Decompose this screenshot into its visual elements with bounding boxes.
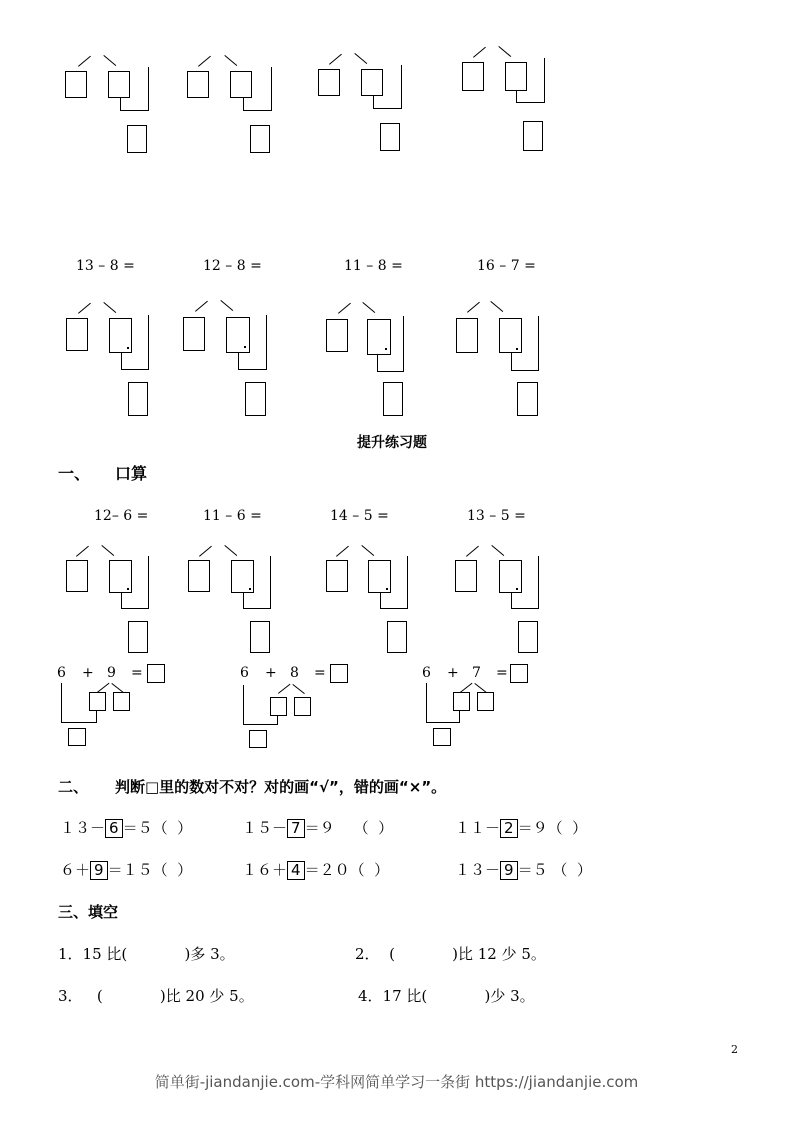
judge-pre: １１－	[455, 819, 501, 837]
answer-box[interactable]	[249, 730, 267, 748]
equals-sign: =	[314, 665, 326, 681]
bracket-line	[96, 711, 97, 722]
bracket-line	[148, 67, 149, 111]
answer-box[interactable]	[187, 71, 209, 98]
answer-box[interactable]	[66, 318, 88, 351]
equation: 16 – 7 =	[477, 258, 536, 274]
branch-line	[220, 300, 233, 311]
answer-box[interactable]	[68, 728, 86, 746]
judge-pre: １６＋	[242, 861, 288, 879]
bracket-line	[426, 683, 427, 723]
judge-boxed-number: 7	[287, 819, 305, 838]
judge-boxed-number: 9	[500, 861, 518, 880]
bracket-line	[377, 371, 403, 372]
branch-line	[78, 303, 91, 314]
judge-item	[455, 861, 592, 880]
bracket-line	[243, 98, 244, 110]
answer-box[interactable]	[226, 317, 250, 353]
judge-post[interactable]: ＝９（ ）	[517, 819, 588, 837]
judge-post[interactable]: ＝９ （ ）	[304, 819, 394, 837]
dot-mark	[127, 347, 129, 349]
bracket-line	[243, 724, 278, 725]
dot-mark	[127, 588, 129, 590]
bracket-line	[538, 316, 539, 371]
equation: 13 – 8 =	[76, 258, 135, 274]
fill-blank-item[interactable]: 3． ( )比 20 少 5。	[58, 987, 254, 1005]
branch-line	[198, 56, 211, 67]
answer-box[interactable]	[326, 319, 348, 352]
dot-mark	[385, 348, 387, 350]
judge-post[interactable]: ＝２０（ ）	[304, 861, 390, 879]
answer-box[interactable]	[188, 560, 210, 592]
answer-box[interactable]	[108, 71, 130, 98]
answer-box[interactable]	[147, 664, 165, 683]
answer-box[interactable]	[380, 123, 400, 151]
section-heading: 判断□里的数对不对？对的画“√”，错的画“×”。	[115, 778, 447, 796]
answer-box[interactable]	[250, 621, 270, 653]
fill-blank-item[interactable]: 1．15 比( )多 3。	[58, 945, 235, 963]
answer-box[interactable]	[245, 382, 266, 416]
page-title: 提升练习题	[357, 435, 427, 451]
answer-box[interactable]	[89, 692, 106, 711]
judge-boxed-number: 2	[500, 819, 518, 838]
bracket-line	[121, 608, 148, 609]
answer-box[interactable]	[462, 62, 484, 91]
judge-item	[242, 861, 389, 880]
plus-sign: +	[265, 665, 277, 681]
judge-item	[60, 819, 192, 838]
plus-sign: +	[82, 665, 94, 681]
bracket-line	[380, 608, 407, 609]
branch-line	[338, 303, 351, 314]
judge-boxed-number: 9	[90, 861, 108, 880]
answer-box[interactable]	[499, 560, 522, 593]
answer-box[interactable]	[455, 560, 477, 592]
answer-box[interactable]	[477, 692, 494, 711]
equals-sign: =	[496, 665, 508, 681]
answer-box[interactable]	[128, 621, 148, 653]
judge-boxed-number: 6	[105, 819, 123, 838]
bracket-line	[61, 683, 62, 723]
branch-line	[224, 55, 237, 66]
judge-pre: １３－	[60, 819, 106, 837]
bracket-line	[238, 369, 266, 370]
judge-item	[242, 819, 393, 838]
answer-box[interactable]	[361, 69, 383, 96]
answer-box[interactable]	[518, 621, 538, 653]
answer-box[interactable]	[433, 728, 451, 746]
dot-mark	[244, 346, 246, 348]
branch-line	[224, 545, 237, 556]
bracket-line	[270, 556, 271, 609]
equation: 11 – 8 =	[344, 258, 403, 274]
branch-line	[466, 546, 479, 557]
judge-pre: １３－	[455, 861, 501, 879]
bracket-line	[243, 608, 270, 609]
branch-line	[491, 545, 504, 556]
bracket-line	[243, 685, 244, 725]
branch-line	[467, 302, 480, 313]
bracket-line	[61, 722, 97, 723]
addend-a: 6	[240, 665, 249, 681]
bracket-line	[459, 711, 460, 722]
section-number: 二、	[58, 778, 89, 796]
addend-a: 6	[57, 665, 66, 681]
equation: 13 – 5 =	[467, 508, 526, 524]
judge-item	[60, 861, 192, 880]
bracket-line	[407, 556, 408, 609]
bracket-line	[373, 108, 401, 109]
bracket-line	[544, 58, 545, 103]
answer-box[interactable]	[499, 318, 522, 353]
branch-line	[195, 301, 208, 312]
bracket-line	[516, 91, 517, 102]
equation: 14 – 5 =	[330, 508, 389, 524]
answer-box[interactable]	[113, 692, 130, 711]
addend-b: 8	[290, 665, 299, 681]
branch-line	[329, 54, 342, 65]
branch-line	[490, 301, 503, 312]
judge-post[interactable]: ＝１５（ ）	[107, 861, 193, 879]
branch-line	[103, 302, 116, 313]
branch-line	[361, 545, 374, 556]
bracket-line	[148, 315, 149, 370]
section-heading: 口算	[115, 464, 148, 483]
addend-b: 7	[472, 665, 481, 681]
bracket-line	[373, 96, 374, 108]
plus-sign: +	[447, 665, 459, 681]
bracket-line	[243, 110, 271, 111]
bracket-line	[426, 722, 460, 723]
answer-box[interactable]	[453, 692, 470, 711]
answer-box[interactable]	[326, 560, 348, 592]
bracket-line	[511, 593, 512, 608]
equation: 12– 6 =	[94, 508, 149, 524]
answer-box[interactable]	[128, 382, 148, 416]
answer-box[interactable]	[294, 697, 311, 716]
branch-line	[362, 302, 375, 313]
equals-sign: =	[131, 665, 143, 681]
answer-box[interactable]	[65, 71, 87, 98]
branch-line	[103, 55, 116, 66]
judge-boxed-number: 4	[287, 861, 305, 880]
bracket-line	[243, 593, 244, 608]
bracket-line	[271, 67, 272, 111]
bracket-line	[121, 593, 122, 608]
answer-box[interactable]	[523, 121, 543, 151]
bracket-line	[511, 608, 538, 609]
equation: 12 – 8 =	[203, 258, 262, 274]
fill-blank-item[interactable]: 2． ( )比 12 少 5。	[355, 945, 546, 963]
bracket-line	[403, 316, 404, 372]
branch-line	[354, 53, 367, 64]
equation: 11 – 6 =	[203, 508, 262, 524]
branch-line	[292, 684, 304, 694]
answer-box[interactable]	[270, 697, 287, 716]
answer-box[interactable]	[330, 664, 348, 683]
answer-box[interactable]	[183, 317, 205, 351]
bracket-line	[148, 556, 149, 609]
answer-box[interactable]	[387, 621, 407, 653]
branch-line	[278, 684, 290, 694]
branch-line	[76, 546, 89, 557]
branch-line	[199, 546, 212, 557]
answer-box[interactable]	[456, 318, 478, 353]
page-number: 2	[731, 1043, 738, 1056]
bracket-line	[538, 556, 539, 609]
answer-box[interactable]	[230, 71, 252, 98]
answer-box[interactable]	[127, 125, 147, 153]
answer-box[interactable]	[505, 62, 527, 91]
answer-box[interactable]	[250, 125, 270, 153]
bracket-line	[121, 369, 148, 370]
footer-text: 简单街-jiandanjie.com-学科网简单学习一条街 https://jiandanjie.com	[154, 1073, 639, 1091]
branch-line	[498, 46, 511, 57]
judge-pre: ６＋	[60, 861, 91, 879]
bracket-line	[120, 110, 148, 111]
bracket-line	[266, 315, 267, 370]
answer-box[interactable]	[367, 319, 391, 355]
dot-mark	[386, 588, 388, 590]
addend-a: 6	[422, 665, 431, 681]
branch-line	[473, 47, 486, 58]
dot-mark	[249, 588, 251, 590]
bracket-line	[238, 353, 239, 369]
bracket-line	[377, 355, 378, 371]
fill-blank-item[interactable]: 4．17 比( )少 3。	[358, 987, 535, 1005]
answer-box[interactable]	[66, 560, 88, 592]
branch-line	[336, 546, 349, 557]
judge-item	[455, 819, 587, 838]
bracket-line	[277, 716, 278, 724]
judge-pre: １５－	[242, 819, 288, 837]
bracket-line	[380, 593, 381, 608]
addend-b: 9	[107, 665, 116, 681]
bracket-line	[511, 353, 512, 370]
bracket-line	[516, 102, 544, 103]
judge-post[interactable]: ＝５ （ ）	[517, 861, 592, 879]
answer-box[interactable]	[510, 664, 528, 683]
bracket-line	[511, 370, 538, 371]
branch-line	[78, 56, 91, 67]
dot-mark	[516, 348, 518, 350]
section-number: 一、	[58, 464, 91, 483]
judge-post[interactable]: ＝５（ ）	[122, 819, 193, 837]
bracket-line	[401, 65, 402, 109]
branch-line	[101, 545, 114, 556]
answer-box[interactable]	[318, 69, 340, 96]
bracket-line	[121, 353, 122, 369]
dot-mark	[516, 588, 518, 590]
answer-box[interactable]	[517, 382, 538, 416]
section-heading: 三、填空	[58, 903, 119, 921]
answer-box[interactable]	[383, 382, 403, 416]
bracket-line	[120, 98, 121, 110]
